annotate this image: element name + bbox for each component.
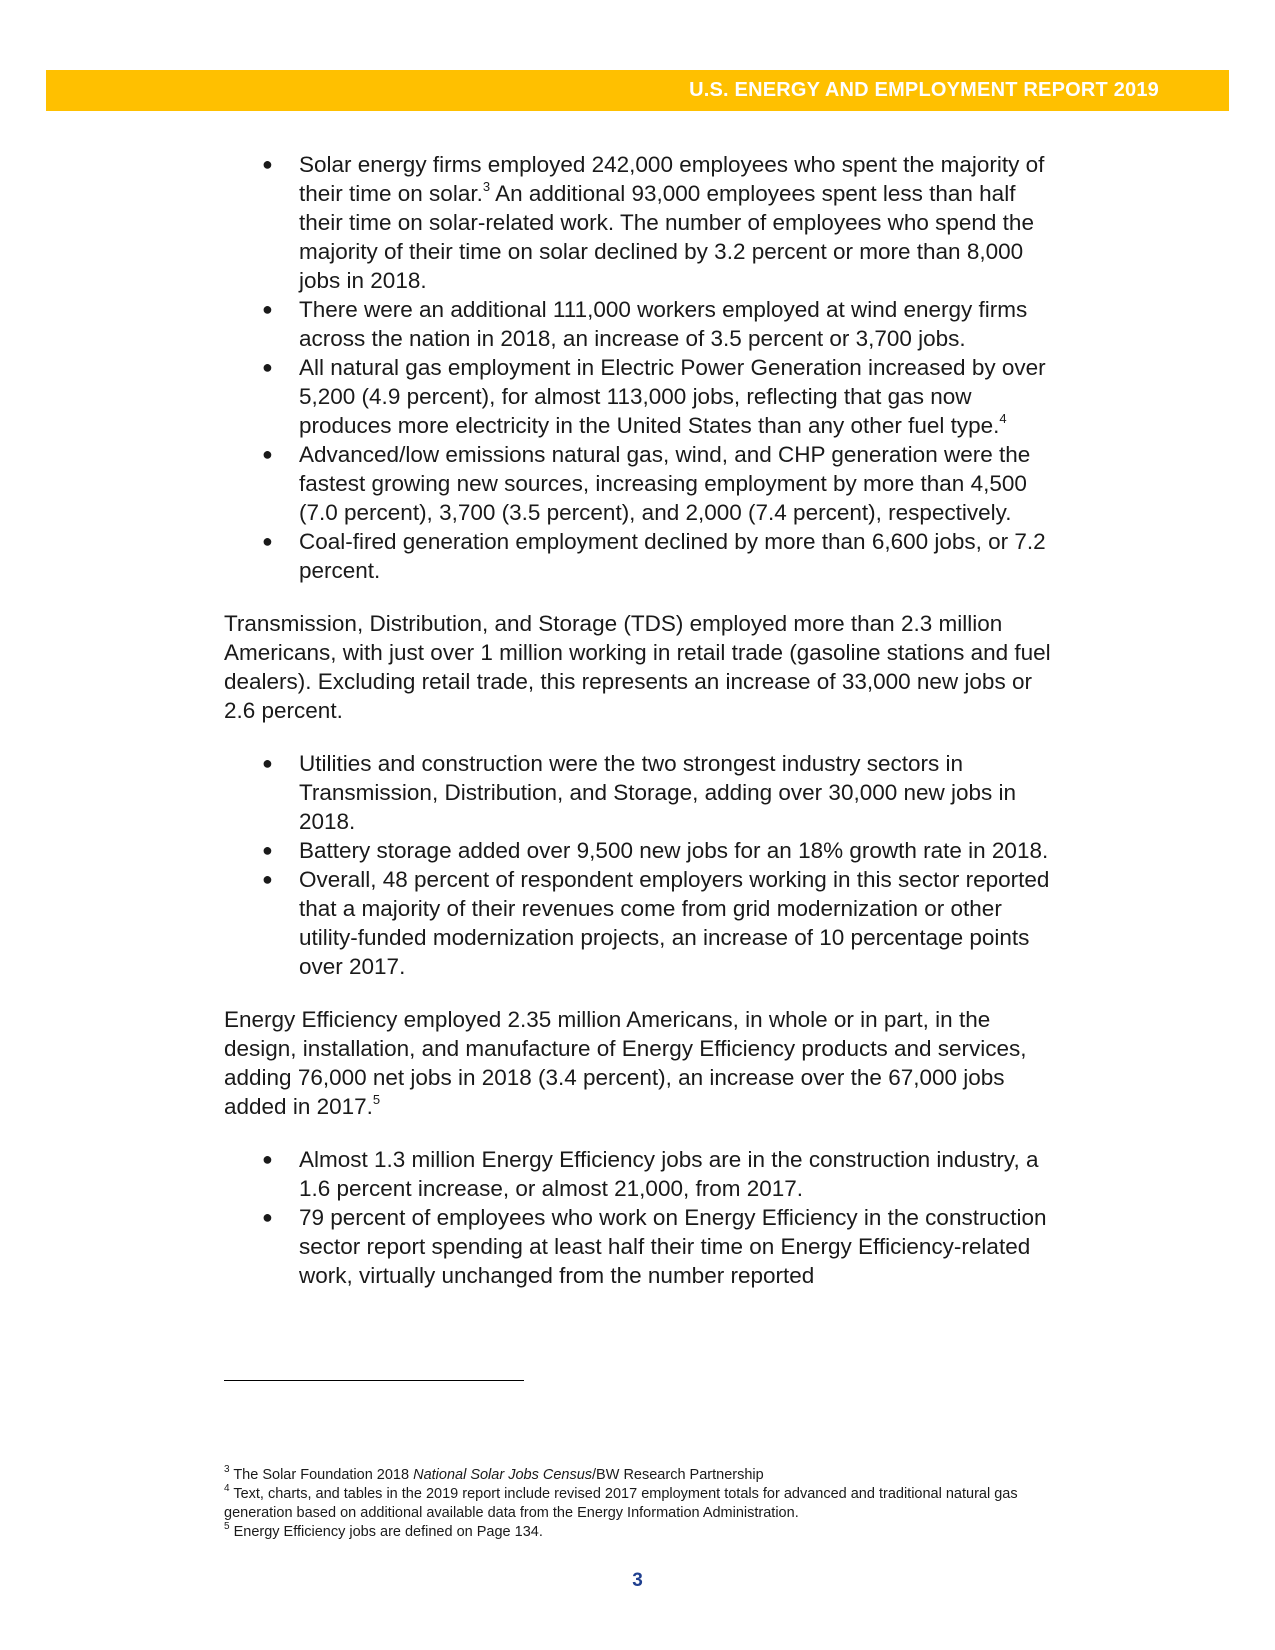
bullet-icon: ● [262,444,273,464]
page-body [224,150,1064,1290]
bullet-icon: ● [262,840,273,860]
list-item: ● Utilities and construction were the two strongest industry sectors in Transmission, Distribution, and Storage, adding over 30,000 new jobs in 2018. [262,751,1017,834]
footnote-ref[interactable]: 5 [372,1091,381,1107]
bullet-icon: ● [262,1207,273,1227]
list-item: ● All natural gas employment in Electric Power Generation increased by over 5,200 (4.9 percent), for almost 113,000 jobs, reflecting that gas now produces more electricity in the United States than any other fuel type.$^4$ [262,355,1046,438]
footnote-divider [224,1380,524,1381]
efficiency-bullet-list [224,1145,1064,1290]
bullet-icon: ● [262,154,273,174]
bullet-icon: ● [262,531,273,551]
page-number: 3 [632,1570,643,1591]
footnote-4: $^4$ Text, charts, and tables in the 2019 report include revised 2017 employment totals for advanced and traditional natural gas generation based on additional available data from the Energy Information Administration. [224,1483,1018,1521]
footnote-3: $^3$ The Solar Foundation 2018 National Solar Jobs Census/BW Research Partnership [224,1464,764,1483]
tds-bullet-list [224,749,1064,981]
report-title: U.S. ENERGY AND EMPLOYMENT REPORT 2019 [689,79,1159,101]
list-item: ● 79 percent of employees who work on Energy Efficiency in the construction sector report spending at least half their time on Energy Efficiency-related work, virtually unchanged from the number reported [262,1205,1047,1288]
bullet-icon: ● [262,357,273,377]
list-item: ● Battery storage added over 9,500 new jobs for an 18% growth rate in 2018. [262,838,1049,863]
footnote-ref[interactable]: 3 [482,178,491,194]
footnote-5: $^5$ Energy Efficiency jobs are defined on Page 134. [224,1521,543,1540]
list-item: ● There were an additional 111,000 workers employed at wind energy firms across the nation in 2018, an increase of 3.5 percent or 3,700 jobs. [262,297,1028,351]
footnotes [224,1466,1044,1542]
report-header-band [46,70,1229,111]
tds-paragraph: Transmission, Distribution, and Storage (TDS) employed more than 2.3 million Americans, with just over 1 million working in retail trade (gasoline stations and fuel dealers). Excluding retail trade, this represents an increase of 33,000 new jobs or 2.6 percent. [224,611,1051,723]
list-item: ● Solar energy firms employed 242,000 employees who spent the majority of their time on solar.$^3$ An additional 93,000 employees spent less than half their time on solar-related work. The number of employees who spend the majority of their time on solar declined by 3.2 percent or more than 8,000 jobs in 2018. [262,152,1045,293]
list-item: ● Almost 1.3 million Energy Efficiency jobs are in the construction industry, a 1.6 percent increase, or almost 21,000, from 2017. [262,1147,1039,1201]
bullet-icon: ● [262,753,273,773]
footnote-ref[interactable]: 4 [999,410,1007,426]
list-item: ● Coal-fired generation employment declined by more than 6,600 jobs, or 7.2 percent. [262,529,1046,583]
generation-bullet-list [224,150,1064,585]
list-item: ● Overall, 48 percent of respondent employers working in this sector reported that a majority of their revenues come from grid modernization or other utility-funded modernization projects, an increase of 10 percentage points over 2017. [262,867,1050,979]
list-item: ● Advanced/low emissions natural gas, wind, and CHP generation were the fastest growing new sources, increasing employment by more than 4,500 (7.0 percent), 3,700 (3.5 percent), and 2,000 (7.4 percent), respectively. [262,442,1031,525]
bullet-icon: ● [262,869,273,889]
efficiency-paragraph: Energy Efficiency employed 2.35 million Americans, in whole or in part, in the design, installation, and manufacture of Energy Efficiency products and services, adding 76,000 net jobs in 2018 (3.4 percent), an increase over the 67,000 jobs added in 2017.$^5$ [224,1007,1027,1119]
bullet-icon: ● [262,1149,273,1169]
bullet-icon: ● [262,299,273,319]
